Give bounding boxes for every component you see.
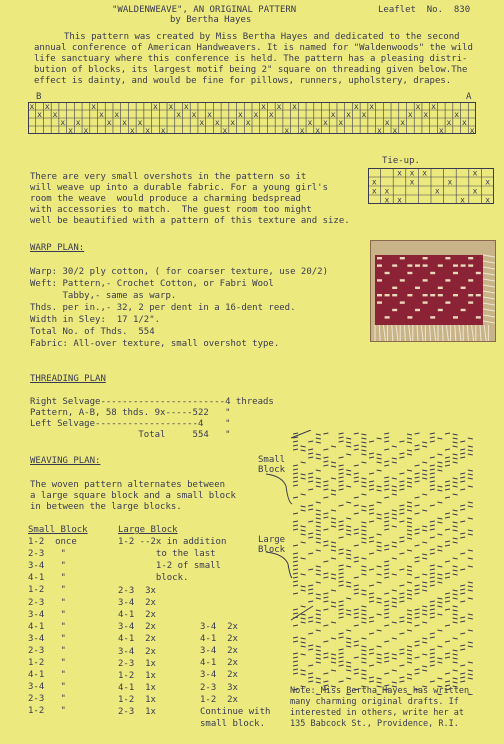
- thread-mark: x: [307, 118, 313, 127]
- weaving-plan-line: in between the large blocks.: [30, 502, 182, 512]
- warp-plan-line: Thds. per in.,- 32, 2 per dent in a 16-dent reed.: [30, 303, 296, 313]
- weaving-step: 3-4 2x: [200, 622, 238, 632]
- weaving-step: 1-2 1x: [118, 670, 156, 681]
- thread-mark: x: [230, 118, 236, 127]
- weaving-step: 1-2 ": [28, 658, 66, 668]
- thread-mark: x: [168, 102, 174, 111]
- weaving-step: 2-3 3x: [200, 682, 238, 693]
- drawdown-brackets: [264, 472, 294, 582]
- thread-mark: x: [423, 110, 429, 119]
- weaving-step: 3-4 ": [28, 682, 66, 693]
- threading-draft-grid: [28, 102, 476, 134]
- thread-mark: x: [292, 102, 297, 111]
- thread-mark: x: [346, 110, 351, 119]
- tieup-mark: x: [472, 186, 478, 196]
- thread-mark: x: [83, 126, 89, 134]
- threading-plan-line: Left Selvage-------------------4 ": [30, 419, 231, 429]
- weaving-step: 1-2 ": [28, 706, 66, 717]
- thread-mark: x: [214, 118, 220, 127]
- fabric-swatch-image: [371, 241, 495, 341]
- thread-mark: x: [137, 118, 143, 127]
- warp-plan-line: Warp: 30/2 ply cotton, ( for coarser texture, use 20/2): [30, 267, 329, 277]
- thread-mark: x: [183, 102, 189, 111]
- thread-mark: x: [407, 110, 413, 119]
- weaving-step: 1-2 of small: [118, 561, 221, 572]
- weaving-step: to the last: [118, 549, 216, 560]
- woven-sample-photo: [370, 240, 496, 342]
- thread-mark: x: [369, 102, 375, 111]
- thread-mark: x: [299, 126, 305, 134]
- weaving-plan-heading: WEAVING PLAN:: [30, 456, 101, 466]
- warp-plan-line: Width in Sley: 17 1/2".: [30, 315, 161, 325]
- description-line: with accessories to match. The guest room too might: [30, 205, 312, 215]
- note-line: interested in others, write her at: [290, 708, 464, 718]
- thread-mark: x: [284, 126, 290, 134]
- weaving-step: 1-2 ": [28, 585, 66, 596]
- tieup-mark: x: [409, 168, 415, 178]
- intro-line: effect is dainty, and would be fine for pillows, runners, upholstery, drapes.: [34, 76, 452, 86]
- description-line: well be beautified with a pattern of this texture and size.: [30, 216, 350, 226]
- thread-mark: x: [207, 110, 212, 119]
- tieup-mark: x: [384, 195, 390, 204]
- tieup-grid: [368, 168, 494, 204]
- thread-mark: x: [222, 126, 228, 134]
- thread-mark: x: [446, 118, 452, 127]
- intro-line: This pattern was created by Miss Bertha Hayes and dedicated to the second: [64, 32, 460, 42]
- thread-mark: x: [361, 110, 367, 119]
- weaving-step: 3-4 ": [28, 633, 66, 644]
- thread-mark: x: [176, 110, 182, 119]
- large-block-heading: Large Block: [118, 525, 178, 535]
- tieup-mark: x: [371, 177, 377, 187]
- thread-mark: x: [469, 126, 475, 134]
- weaving-step: 3-4 2x: [118, 598, 156, 609]
- thread-mark: x: [253, 110, 259, 119]
- tieup-mark: x: [460, 195, 465, 204]
- intro-line: life sanctuary where this conference is held. The pattern has a pleasing distri-: [34, 54, 468, 64]
- pattern-title: "WALDENWEAVE", AN ORIGINAL PATTERN: [112, 5, 297, 15]
- warp-plan-line: Fabric: All-over texture, small overshot type.: [30, 339, 280, 349]
- thread-mark: x: [353, 102, 359, 111]
- draft-label-b: B: [36, 92, 42, 102]
- thread-mark: x: [106, 118, 112, 127]
- weaving-step: 3-4 2x: [118, 622, 156, 633]
- weaving-step: 2-3 1x: [118, 658, 156, 669]
- thread-mark: x: [268, 110, 274, 119]
- weaving-plan-line: The woven pattern alternates between: [30, 480, 226, 490]
- tieup-mark: x: [371, 186, 377, 196]
- tieup-mark: x: [397, 168, 402, 178]
- weaving-step: 3-4 2x: [118, 646, 156, 657]
- description-line: room the weave would produce a charming bedspread: [30, 194, 301, 204]
- large-block-label: Large Block: [258, 535, 286, 555]
- thread-mark: x: [400, 118, 406, 127]
- thread-mark: x: [322, 118, 328, 127]
- threading-plan-line: Pattern, A-B, 58 thds. 9x-----522 ": [30, 408, 231, 418]
- thread-mark: x: [237, 110, 243, 119]
- weaving-step: Continue with: [200, 706, 271, 717]
- thread-mark: x: [199, 118, 205, 127]
- warp-plan-line: Tabby,- same as warp.: [30, 291, 177, 301]
- thread-mark: x: [330, 110, 336, 119]
- threading-plan-line: Right Selvage-----------------------4 threads: [30, 397, 274, 407]
- tieup-mark: x: [384, 186, 390, 196]
- weaving-step: 4-1 ": [28, 621, 66, 632]
- thread-mark: x: [44, 102, 50, 111]
- weaving-step: 3-4 2x: [200, 646, 238, 657]
- tieup-mark: x: [422, 168, 428, 178]
- tieup-mark: x: [409, 177, 415, 187]
- thread-mark: x: [129, 126, 135, 134]
- weaving-step: 1-2 once: [28, 537, 77, 547]
- thread-mark: x: [153, 102, 158, 111]
- thread-mark: x: [392, 126, 398, 134]
- tieup-mark: x: [447, 177, 453, 187]
- thread-mark: x: [431, 102, 436, 111]
- thread-mark: x: [122, 118, 127, 127]
- tieup-mark: x: [485, 177, 491, 187]
- tieup-mark: x: [434, 186, 440, 196]
- weaving-step: 3-4 2x: [200, 670, 238, 681]
- thread-mark: x: [52, 110, 58, 119]
- note-line: 135 Babcock St., Providence, R.I.: [290, 719, 459, 729]
- weaving-plan-line: a large square block and a small block: [30, 491, 236, 501]
- weaving-step: 2-3 3x: [118, 586, 156, 596]
- weaving-step: 1-2 2x: [200, 694, 238, 705]
- thread-mark: x: [37, 110, 43, 119]
- description-line: will weave up into a durable fabric. For a young girl's: [30, 183, 329, 193]
- thread-mark: x: [160, 126, 166, 134]
- thread-mark: x: [377, 126, 382, 134]
- draft-label-a: A: [466, 92, 472, 102]
- thread-mark: x: [315, 126, 321, 134]
- threading-plan-line: Total 554 ": [30, 430, 231, 440]
- thread-mark: x: [454, 110, 460, 119]
- small-block-heading: Small Block: [28, 525, 88, 535]
- tieup-mark: x: [397, 195, 402, 204]
- thread-mark: x: [261, 102, 267, 111]
- weaving-step: 4-1 2x: [200, 634, 238, 645]
- tieup-mark: x: [472, 168, 478, 178]
- thread-mark: x: [114, 110, 120, 119]
- thread-mark: x: [276, 102, 282, 111]
- note-line: Note: Miss Bertha Hayes has written: [290, 686, 470, 696]
- thread-mark: x: [191, 110, 197, 119]
- drawdown-diagram: [283, 430, 483, 695]
- thread-mark: x: [338, 118, 344, 127]
- tieup-mark: x: [485, 195, 491, 204]
- weaving-step: 4-1 2x: [200, 658, 238, 669]
- thread-mark: x: [384, 118, 390, 127]
- thread-mark: x: [60, 118, 66, 127]
- weaving-step: 2-3 1x: [118, 707, 156, 717]
- threading-plan-heading: THREADING PLAN: [30, 374, 106, 384]
- intro-line: annual conference of American Handweavers. It is named for "Waldenwoods" the wild: [34, 43, 473, 53]
- warp-plan-heading: WARP PLAN:: [30, 243, 85, 253]
- byline: by Bertha Hayes: [170, 15, 252, 25]
- weaving-step: 1-2 1x: [118, 694, 156, 705]
- weaving-step: 4-1 2x: [118, 610, 156, 621]
- thread-mark: x: [91, 102, 97, 111]
- weaving-step: 4-1 1x: [118, 682, 156, 693]
- thread-mark: x: [98, 110, 104, 119]
- weaving-step: 2-3 ": [28, 549, 66, 560]
- weaving-step: 2-3 ": [28, 597, 66, 608]
- note-line: many charming original drafts. If: [290, 697, 459, 707]
- description-line: There are very small overshots in the pattern so it: [30, 172, 307, 182]
- intro-line: bution of blocks, its largest motif being 2" square on threading given below.The: [34, 65, 468, 75]
- weaving-step: 2-3 ": [28, 694, 66, 705]
- thread-mark: x: [145, 126, 151, 134]
- thread-mark: x: [245, 118, 251, 127]
- weaving-step: 3-4 ": [28, 561, 66, 572]
- weaving-step: 3-4 ": [28, 609, 66, 620]
- weaving-step: 2-3 ": [28, 645, 66, 656]
- thread-mark: x: [461, 118, 467, 127]
- thread-mark: x: [68, 126, 73, 134]
- thread-mark: x: [415, 102, 421, 111]
- leaflet-number: Leaflet No. 830: [378, 5, 471, 15]
- warp-plan-line: Weft: Pattern,- Crochet Cotton, or Fabri Wool: [30, 279, 274, 289]
- warp-plan-line: Total No. of Thds. 554: [30, 327, 155, 337]
- weaving-step: 4-1 2x: [118, 634, 156, 645]
- weaving-step: 4-1 ": [28, 573, 66, 584]
- weaving-step: 1-2 --2x in addition: [118, 537, 227, 547]
- small-block-label: Small Block: [258, 455, 286, 475]
- thread-mark: x: [75, 118, 81, 127]
- thread-mark: x: [438, 126, 444, 134]
- tieup-label: Tie-up.: [382, 156, 420, 166]
- weaving-step: small block.: [200, 718, 266, 729]
- weaving-step: block.: [118, 573, 189, 584]
- weaving-step: 4-1 ": [28, 670, 66, 681]
- thread-mark: x: [29, 102, 35, 111]
